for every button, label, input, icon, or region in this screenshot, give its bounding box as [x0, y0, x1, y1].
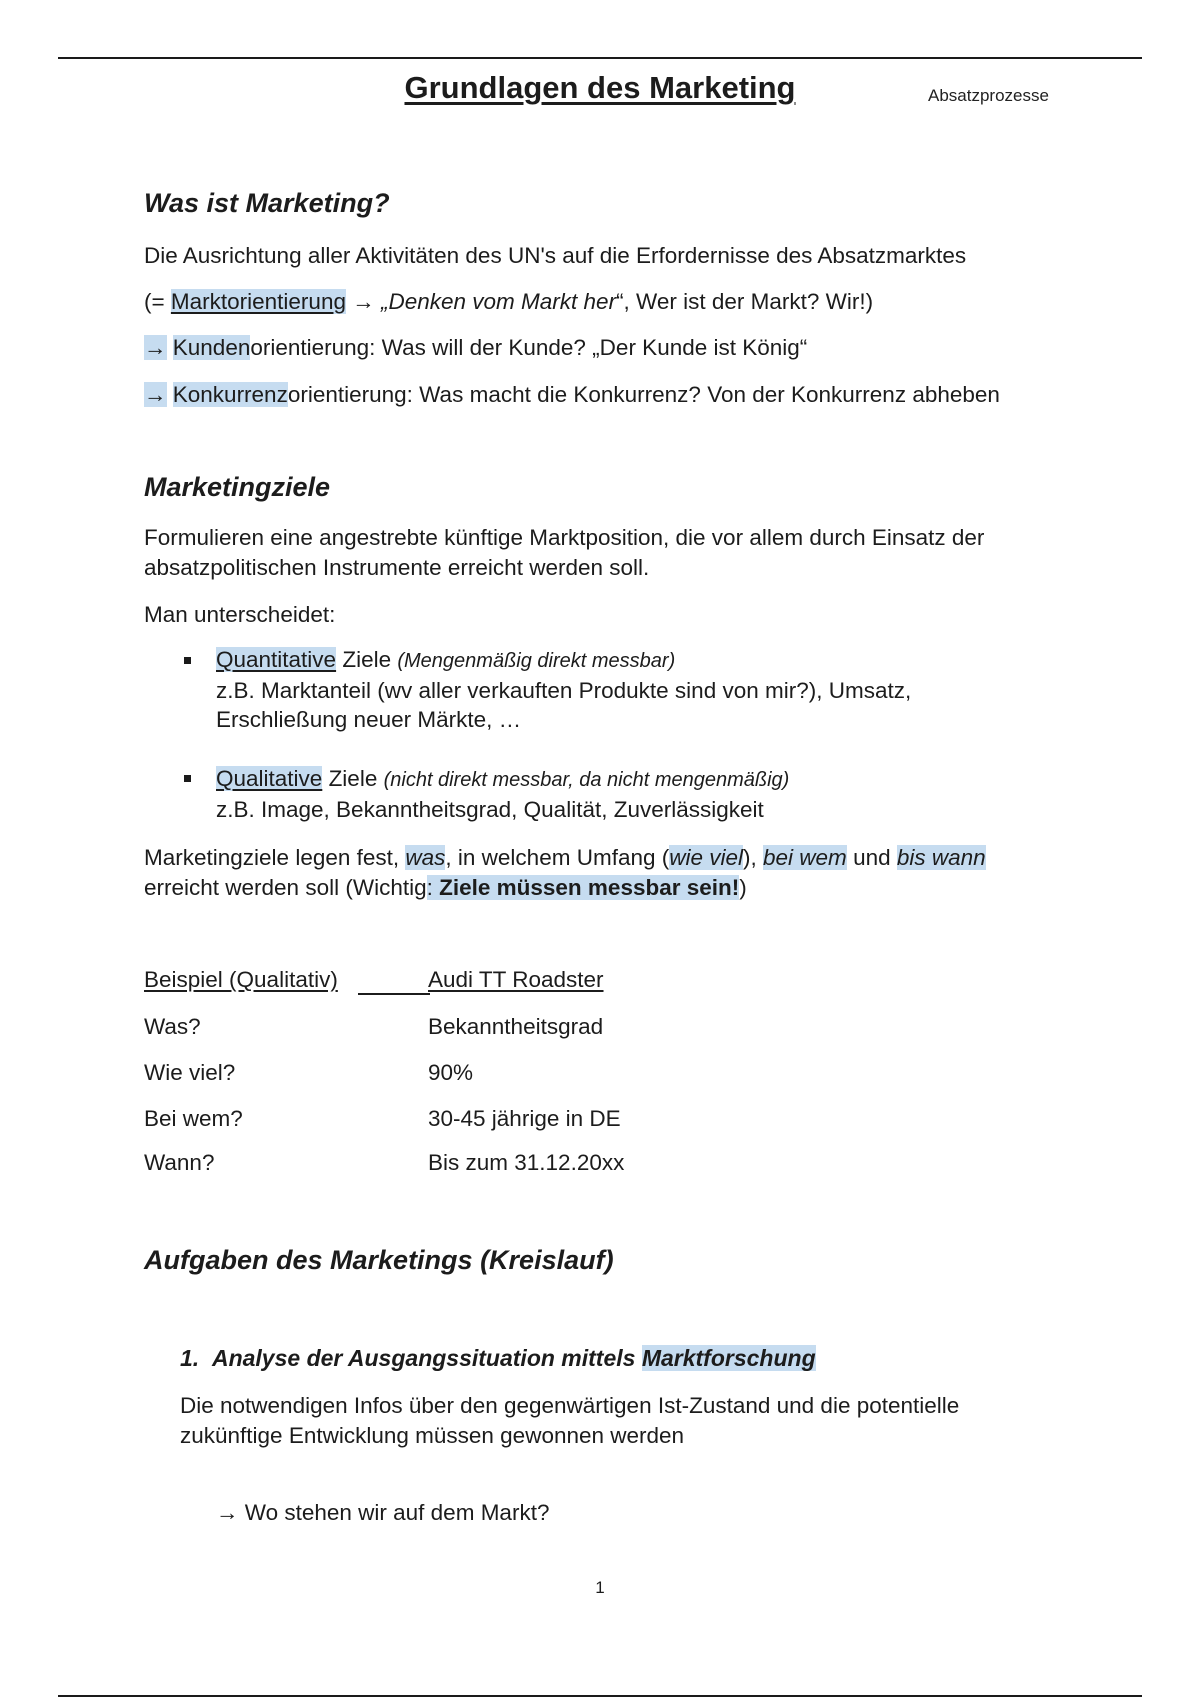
- term-quantitative: Quantitative: [216, 647, 337, 672]
- term-konkurrenz: Konkurrenz: [172, 382, 288, 407]
- heading-marketingziele: Marketingziele: [144, 472, 331, 502]
- list-item-qualitative: Qualitative Ziele (nicht direkt messbar, da nicht mengenmäßig) z.B. Image, Bekanntheitsgrad, Qualität, Zuverlässigkeit: [216, 766, 790, 822]
- bullet-square: [184, 775, 191, 782]
- page-number: 1: [595, 1578, 605, 1597]
- term-marktorientierung: Marktorientierung: [170, 289, 346, 314]
- arrow-icon: →: [144, 382, 167, 407]
- bottom-rule: [58, 1695, 1142, 1697]
- heading-aufgaben: Aufgaben des Marketings (Kreislauf): [144, 1245, 614, 1275]
- messbar-emphasis: Ziele müssen messbar sein!: [439, 875, 740, 900]
- heading-was-ist-marketing: Was ist Marketing?: [144, 188, 390, 218]
- step-1-desc-line2: zukünftige Entwicklung müssen gewonnen werden: [180, 1423, 685, 1448]
- term-kunden: Kunden: [172, 335, 251, 360]
- ziele-desc-line1: Formulieren eine angestrebte künftige Marktposition, die vor allem durch Einsatz der: [144, 525, 985, 550]
- ziele-festlegen-line1: Marketingziele legen fest, was, in welchem Umfang (wie viel), bei wem und bis wann: [144, 845, 986, 870]
- kundenorientierung-line: → Kundenorientierung: Was will der Kunde? „Der Kunde ist König“: [144, 335, 808, 360]
- top-rule: [58, 57, 1142, 59]
- definition-text: Die Ausrichtung aller Aktivitäten des UN's auf die Erfordernisse des Absatzmarktes: [144, 243, 967, 268]
- ziele-festlegen-line2: erreicht werden soll (Wichtig: Ziele müssen messbar sein!): [144, 875, 747, 900]
- term-marktforschung: Marktforschung: [641, 1345, 816, 1371]
- step-1-heading: 1. Analyse der Ausgangssituation mittels Marktforschung: [180, 1345, 816, 1371]
- marktorientierung-line: (= Marktorientierung → „Denken vom Markt her“, Wer ist der Markt? Wir!): [144, 289, 874, 314]
- ziele-desc-line2: absatzpolitischen Instrumente erreicht werden soll.: [144, 555, 650, 580]
- arrow-icon: →: [144, 335, 167, 360]
- step-1-desc-line1: Die notwendigen Infos über den gegenwärtigen Ist-Zustand und die potentielle: [180, 1393, 960, 1418]
- step-1-question: → Wo stehen wir auf dem Markt?: [216, 1500, 550, 1525]
- list-item-quantitative: Quantitative Ziele (Mengenmäßig direkt messbar) z.B. Marktanteil (wv aller verkauften Produkte sind von mir?), Umsatz, Erschließung neuer Märkte, …: [216, 647, 912, 732]
- page-title: Grundlagen des Marketing: [404, 70, 796, 105]
- ziele-intro: Man unterscheidet:: [144, 602, 336, 627]
- section-tag: Absatzprozesse: [928, 86, 1049, 105]
- konkurrenzorientierung-line: → Konkurrenzorientierung: Was macht die Konkurrenz? Von der Konkurrenz abheben: [144, 382, 1000, 407]
- term-qualitative: Qualitative: [216, 766, 323, 791]
- bullet-square: [184, 657, 191, 664]
